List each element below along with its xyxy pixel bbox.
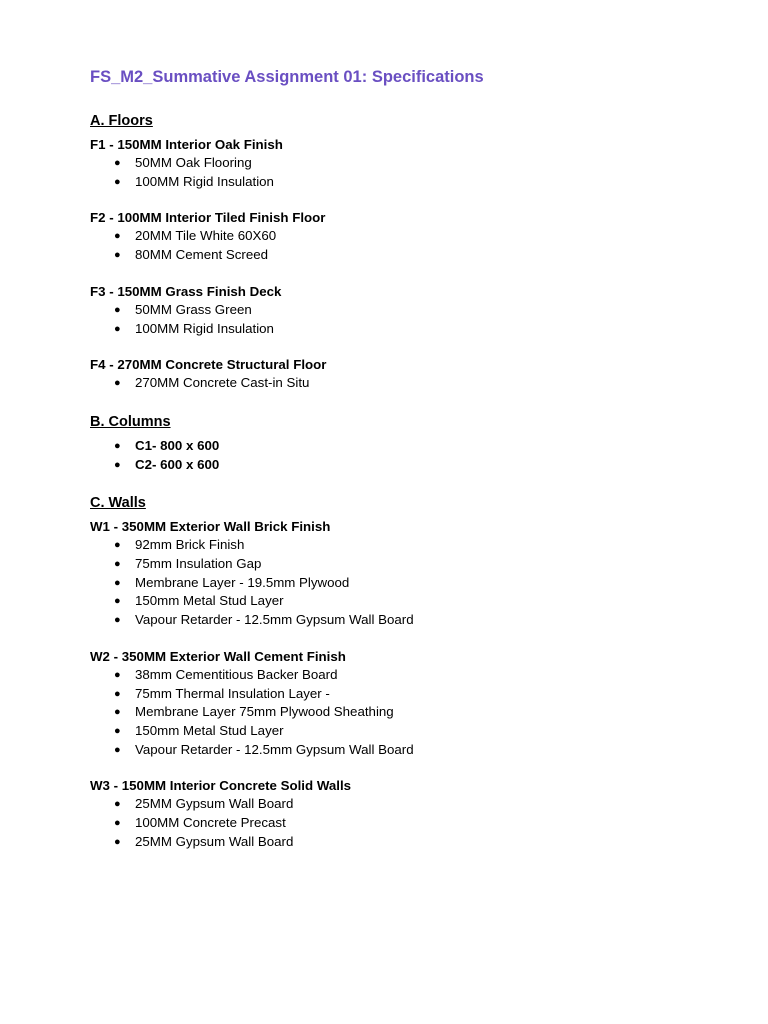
spec-group-w1 (90, 518, 708, 630)
item-list (90, 536, 708, 630)
bullet-icon: ● (114, 539, 121, 552)
list-item: ● 25MM Gypsum Wall Board (90, 833, 708, 852)
group-heading: F1 - 150MM Interior Oak Finish (90, 137, 283, 152)
bullet-icon: ● (114, 175, 121, 188)
bullet-icon: ● (114, 230, 121, 243)
bullet-icon: ● (114, 322, 121, 335)
bullet-icon: ● (114, 439, 121, 452)
bullet-icon: ● (114, 687, 121, 700)
section-heading-floors: A. Floors (90, 113, 153, 129)
bullet-icon: ● (114, 724, 121, 737)
list-item: ● 75mm Insulation Gap (90, 555, 708, 574)
section-heading-walls: C. Walls (90, 495, 146, 512)
bullet-icon: ● (114, 817, 121, 830)
list-item: ● 75mm Thermal Insulation Layer - (90, 685, 708, 704)
list-item: ● Vapour Retarder - 12.5mm Gypsum Wall Board (90, 741, 708, 760)
item-list (90, 227, 708, 264)
bullet-icon: ● (114, 743, 121, 756)
section-walls (90, 494, 708, 851)
list-item: ● 150mm Metal Stud Layer (90, 722, 708, 741)
bullet-icon: ● (114, 835, 121, 848)
group-heading: F4 - 270MM Concrete Structural Floor (90, 357, 327, 373)
spec-group-w2 (90, 648, 708, 760)
section-heading-columns: B. Columns (90, 413, 171, 430)
list-item: ● 100MM Rigid Insulation (90, 173, 708, 192)
bullet-icon: ● (114, 157, 121, 169)
item-list (90, 666, 708, 760)
list-item: ● 20MM Tile White 60X60 (90, 227, 708, 246)
list-item: ● 50MM Grass Green (90, 301, 708, 320)
item-list (90, 374, 708, 393)
list-item: ● 50MM Oak Flooring (90, 154, 708, 173)
bullet-icon: ● (114, 377, 121, 390)
group-heading: W1 - 350MM Exterior Wall Brick Finish (90, 519, 331, 535)
group-heading: W2 - 350MM Exterior Wall Cement Finish (90, 648, 346, 664)
list-item: ● 38mm Cementitious Backer Board (90, 666, 708, 685)
item-list (90, 301, 708, 338)
item-list (90, 795, 708, 851)
list-item: ● 150mm Metal Stud Layer (90, 592, 708, 611)
list-item: ● Membrane Layer 75mm Plywood Sheathing (90, 703, 708, 722)
bullet-icon: ● (114, 558, 121, 571)
bullet-icon: ● (114, 614, 121, 627)
bullet-icon: ● (114, 595, 121, 608)
list-item: ● 25MM Gypsum Wall Board (90, 795, 708, 814)
spec-group-f4 (90, 356, 708, 393)
section-floors (90, 112, 708, 393)
list-item: ● 270MM Concrete Cast-in Situ (90, 374, 708, 393)
list-item: ● Membrane Layer - 19.5mm Plywood (90, 574, 708, 593)
document-title: FS_M2_Summative Assignment 01: Specifications (90, 68, 484, 86)
item-list (90, 154, 708, 191)
spec-group-w3 (90, 777, 708, 851)
group-heading: F2 - 100MM Interior Tiled Finish Floor (90, 210, 326, 226)
list-item: ● 100MM Rigid Insulation (90, 320, 708, 339)
bullet-icon: ● (114, 303, 121, 316)
item-list (90, 437, 708, 474)
bullet-icon: ● (114, 576, 121, 589)
bullet-icon: ● (114, 249, 121, 262)
group-heading: W3 - 150MM Interior Concrete Solid Walls (90, 778, 352, 794)
group-heading: F3 - 150MM Grass Finish Deck (90, 283, 282, 299)
list-item: ● 80MM Cement Screed (90, 246, 708, 265)
spec-group-f3 (90, 283, 708, 338)
spec-group-f2 (90, 209, 708, 264)
bullet-icon: ● (114, 458, 121, 471)
section-columns (90, 413, 708, 474)
list-item: ● 100MM Concrete Precast (90, 814, 708, 833)
list-item: ● C2- 600 x 600 (90, 456, 708, 475)
bullet-icon: ● (114, 668, 121, 681)
list-item: ● C1- 800 x 600 (90, 437, 708, 456)
list-item: ● Vapour Retarder - 12.5mm Gypsum Wall Board (90, 611, 708, 630)
bullet-icon: ● (114, 798, 121, 811)
list-item: ● 92mm Brick Finish (90, 536, 708, 555)
spec-group-f1 (90, 136, 708, 191)
bullet-icon: ● (114, 706, 121, 719)
